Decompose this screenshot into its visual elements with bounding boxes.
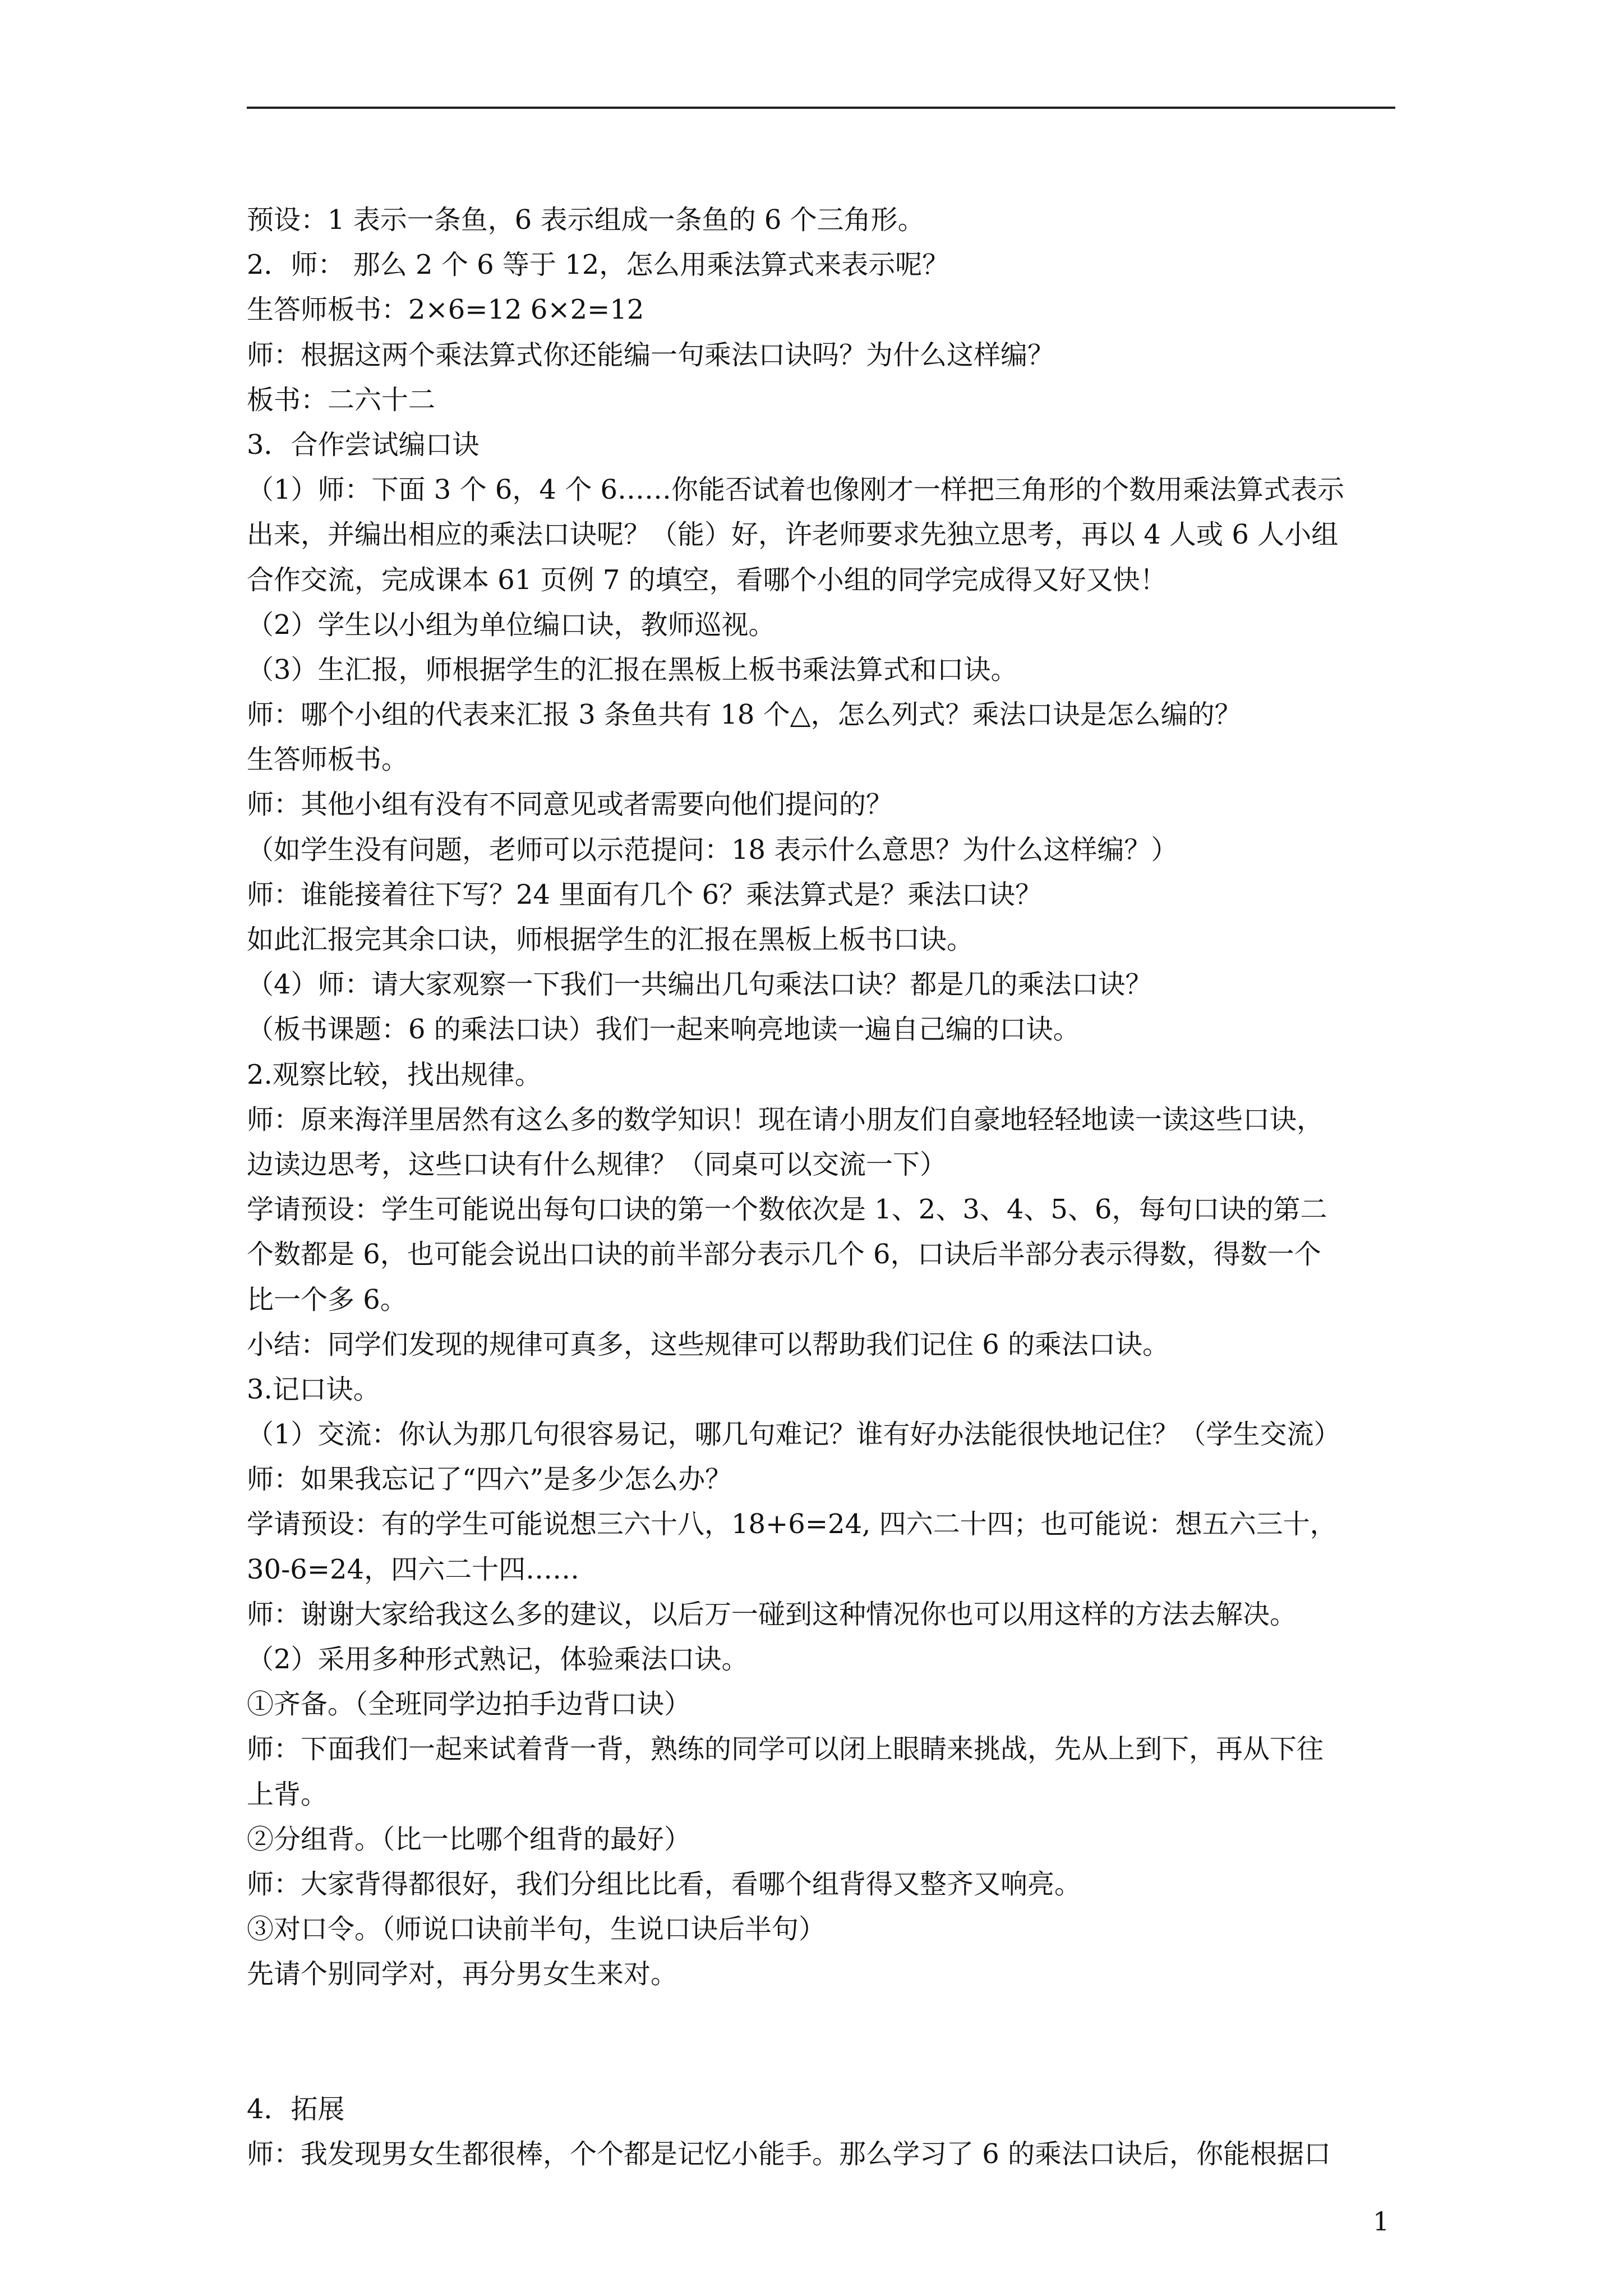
- header-rule: [247, 107, 1395, 109]
- text-line: 师：谢谢大家给我这么多的建议，以后万一碰到这种情况你也可以用这样的方法去解决。: [247, 1598, 1297, 1630]
- text-line: 生答师板书：2×6=12 6×2=12: [247, 294, 644, 326]
- text-line: 师：如果我忘记了“四六”是多少怎么办？: [247, 1464, 732, 1496]
- paragraph-block-extension: [247, 2087, 1402, 2177]
- text-line: 师：根据这两个乘法算式你还能编一句乘法口诀吗？为什么这样编？: [247, 339, 1055, 371]
- text-line: 预设：1 表示一条鱼，6 表示组成一条鱼的 6 个三角形。: [247, 204, 925, 236]
- text-line: （2）采用多种形式熟记，体验乘法口诀。: [247, 1644, 749, 1675]
- text-line: 上背。: [247, 1778, 328, 1810]
- page-number: 1: [1373, 2206, 1390, 2237]
- text-line: （1）交流：你认为那几句很容易记，哪几句难记？谁有好办法能很快地记住？（学生交流）: [247, 1419, 1341, 1451]
- text-line: 如此汇报完其余口诀，师根据学生的汇报在黑板上板书口诀。: [247, 924, 974, 955]
- text-line: （4）师：请大家观察一下我们一共编出几句乘法口诀？都是几的乘法口诀？: [247, 969, 1152, 1001]
- text-line: 学请预设：学生可能说出每句口诀的第一个数依次是 1、2、3、4、5、6，每句口诀的第二: [247, 1194, 1327, 1226]
- text-line: 3.记口诀。: [247, 1373, 380, 1405]
- text-line: （板书课题：6 的乘法口诀）我们一起来响亮地读一遍自己编的口诀。: [247, 1014, 1080, 1046]
- text-line: 4．拓展: [247, 2093, 345, 2125]
- text-line: 30-6=24，四六二十四……: [247, 1553, 580, 1585]
- text-line: 师：我发现男女生都很棒，个个都是记忆小能手。那么学习了 6 的乘法口诀后，你能根据口: [247, 2138, 1331, 2170]
- text-line: 边读边思考，这些口诀有什么规律？（同桌可以交流一下）: [247, 1148, 947, 1180]
- text-line: ③对口令。（师说口诀前半句，生说口诀后半句）: [247, 1913, 826, 1945]
- text-line: 2．师： 那么 2 个 6 等于 12，怎么用乘法算式来表示呢？: [247, 249, 949, 281]
- text-line: 2.观察比较，找出规律。: [247, 1059, 542, 1091]
- text-line: 师：原来海洋里居然有这么多的数学知识！现在请小朋友们自豪地轻轻地读一读这些口诀，: [247, 1103, 1324, 1135]
- text-line: 生答师板书。: [247, 744, 409, 776]
- text-line: 先请个别同学对，再分男女生来对。: [247, 1958, 678, 1990]
- text-line: （如学生没有问题，老师可以示范提问：18 表示什么意思？为什么这样编？）: [247, 834, 1178, 866]
- text-line: 小结：同学们发现的规律可真多，这些规律可以帮助我们记住 6 的乘法口诀。: [247, 1328, 1170, 1360]
- text-line: 出来，并编出相应的乘法口诀呢？（能）好，许老师要求先独立思考，再以 4 人或 6 人小组: [247, 519, 1339, 551]
- blank-line: [247, 2042, 1402, 2087]
- text-line: 比一个多 6。: [247, 1283, 407, 1315]
- paragraph-block-main: [247, 197, 1402, 1997]
- text-line: 师：哪个小组的代表来汇报 3 条鱼共有 18 个△，怎么列式？乘法口诀是怎么编的？: [247, 699, 1242, 731]
- text-line: ①齐备。（全班同学边拍手边背口诀）: [247, 1688, 691, 1720]
- text-line: （1）师：下面 3 个 6，4 个 6……你能否试着也像刚才一样把三角形的个数用乘法算式表示: [247, 474, 1344, 506]
- text-line: 师：大家背得都很好，我们分组比比看，看哪个组背得又整齐又响亮。: [247, 1868, 1082, 1900]
- blank-line: [247, 1997, 1402, 2042]
- text-line: （3）生汇报，师根据学生的汇报在黑板上板书乘法算式和口诀。: [247, 654, 1018, 685]
- text-line: 师：谁能接着往下写？24 里面有几个 6？乘法算式是？乘法口诀？: [247, 878, 1043, 910]
- text-line: 3．合作尝试编口诀: [247, 429, 479, 461]
- text-line: 师：其他小组有没有不同意见或者需要向他们提问的？: [247, 789, 893, 821]
- text-line: ②分组背。（比一比哪个组背的最好）: [247, 1823, 691, 1855]
- document-body: [247, 197, 1402, 2177]
- text-line: （2）学生以小组为单位编口诀，教师巡视。: [247, 609, 776, 641]
- text-line: 板书：二六十二: [247, 384, 436, 416]
- text-line: 个数都是 6，也可能会说出口诀的前半部分表示几个 6，口诀后半部分表示得数，得数一个: [247, 1239, 1321, 1271]
- text-line: 学请预设：有的学生可能说想三六十八，18+6=24, 四六二十四；也可能说：想五六三十，: [247, 1508, 1337, 1540]
- text-line: 师：下面我们一起来试着背一背，熟练的同学可以闭上眼睛来挑战，先从上到下，再从下往: [247, 1733, 1324, 1765]
- text-line: 合作交流，完成课本 61 页例 7 的填空，看哪个小组的同学完成得又好又快！: [247, 564, 1167, 596]
